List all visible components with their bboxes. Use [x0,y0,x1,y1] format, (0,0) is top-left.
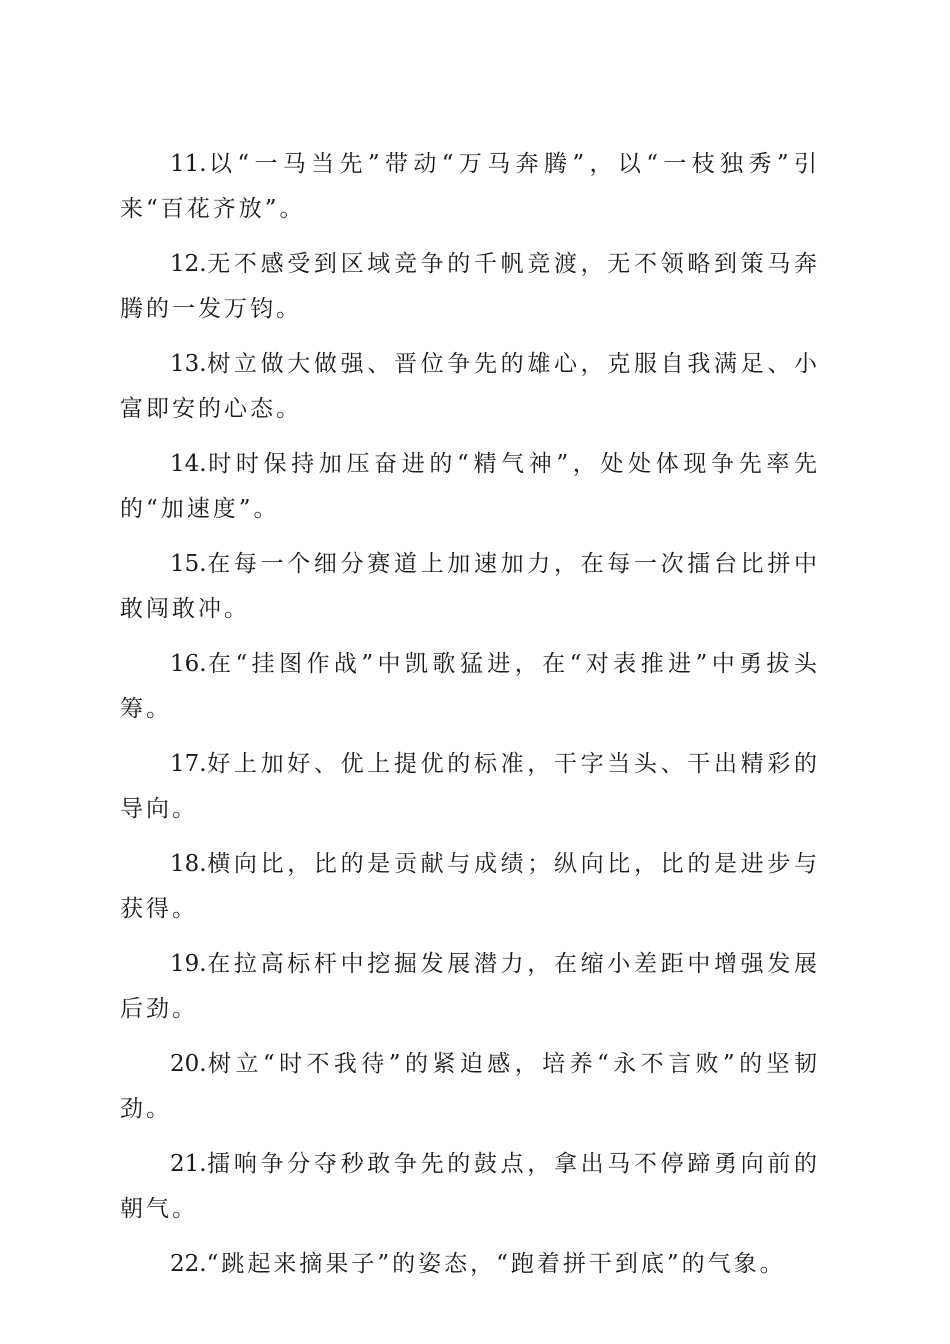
item-number: 11. [170,151,207,177]
item-text: “跳起来摘果子”的姿态，“跑着拼干到底”的气象。 [206,1251,786,1277]
list-item [120,242,820,332]
item-text: 擂响争分夺秒敢争先的鼓点，拿出马不停蹄勇向前的朝气。 [120,1151,820,1222]
list-item [120,742,820,832]
item-number: 15. [170,551,207,577]
item-number: 21. [170,1151,207,1177]
item-number: 17. [170,751,207,777]
item-text: 以“一马当先”带动“万马奔腾”，以“一枝独秀”引来“百花齐放”。 [120,151,820,222]
list-item [120,942,820,1032]
list-item [120,542,820,632]
item-text: 树立“时不我待”的紧迫感，培养“永不言败”的坚韧劲。 [120,1051,820,1122]
item-number: 14. [170,451,207,477]
item-text: 好上加好、优上提优的标准，干字当头、干出精彩的导向。 [120,751,820,822]
item-number: 18. [170,851,207,877]
document-body [120,142,820,1297]
list-item [120,142,820,232]
list-item [120,442,820,532]
item-text: 时时保持加压奋进的“精气神”，处处体现争先率先的“加速度”。 [120,451,820,522]
item-number: 13. [170,351,207,377]
item-text: 在每一个细分赛道上加速加力，在每一次擂台比拼中敢闯敢冲。 [120,551,820,622]
item-number: 22. [170,1251,207,1277]
item-number: 12. [170,251,207,277]
item-text: 无不感受到区域竞争的千帆竞渡，无不领略到策马奔腾的一发万钧。 [120,251,820,322]
list-item [120,842,820,932]
item-text: 在拉高标杆中挖掘发展潜力，在缩小差距中增强发展后劲。 [120,951,820,1022]
list-item [120,1142,820,1232]
list-item [120,642,820,732]
item-number: 20. [170,1051,207,1077]
item-text: 横向比，比的是贡献与成绩；纵向比，比的是进步与获得。 [120,851,820,922]
list-item [120,1242,820,1287]
item-number: 16. [170,651,207,677]
item-text: 树立做大做强、晋位争先的雄心，克服自我满足、小富即安的心态。 [120,351,820,422]
list-item [120,342,820,432]
item-number: 19. [170,951,207,977]
item-text: 在“挂图作战”中凯歌猛进，在“对表推进”中勇拔头筹。 [120,651,820,722]
list-item [120,1042,820,1132]
